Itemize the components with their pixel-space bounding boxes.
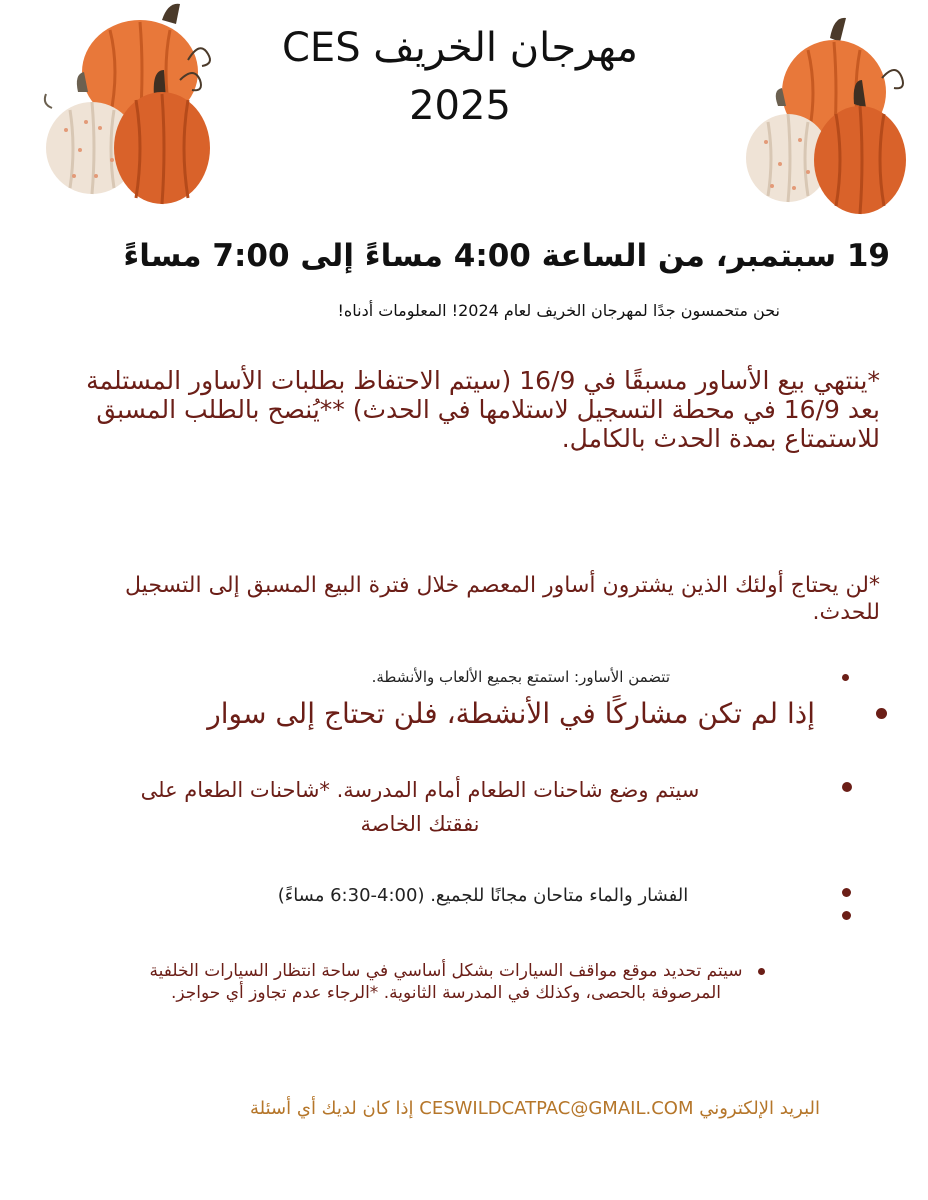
flyer-year: 2025: [409, 83, 511, 129]
bullet-popcorn-water: الفشار والماء متاحان مجانًا للجميع. (4:00-6:30 مساءً): [277, 885, 689, 906]
bullet-parking: سيتم تحديد موقع مواقف السيارات بشكل أساسي في ساحة انتظار السيارات الخلفية المرصوفة بالحصى، وكذلك في المدرسة الثانوية. *الرجاء عدم تجاوز أي حواجز.: [149, 961, 743, 1003]
event-date-time: 19 سبتمبر، من الساعة 4:00 مساءً إلى 7:00 مساءً: [123, 238, 890, 274]
presale-note: *ينتهي بيع الأساور مسبقًا في 16/9 (سيتم الاحتفاظ بطلبات الأساور المستلمة بعد 16/9 في محطة التسجيل لاستلامها في الحدث) **يُنصح بالطلب المسبق للاستمتاع بمدة الحدث بالكامل.: [86, 366, 880, 453]
bullet-dot: [842, 888, 851, 897]
bullet-dot: [842, 911, 851, 920]
bullet-dot: [842, 782, 852, 792]
bullet-food-trucks: سيتم وضع شاحنات الطعام أمام المدرسة. *شاحنات الطعام على نفقتك الخاصة: [140, 778, 700, 836]
bullet-dot: [758, 968, 765, 975]
pumpkin-cluster-right-icon: [742, 8, 922, 218]
bullet-wristband-includes: تتضمن الأساور: استمتع بجميع الألعاب والأنشطة.: [371, 668, 670, 686]
bullet-no-wristband-needed: إذا لم تكن مشاركًا في الأنشطة، فلن تحتاج إلى سوار: [207, 697, 815, 730]
wristband-registration-note: *لن يحتاج أولئك الذين يشترون أساور المعصم خلال فترة البيع المسبق إلى التسجيل للحدث.: [125, 573, 880, 625]
bullet-dot: [842, 674, 849, 681]
bullet-dot: [876, 708, 887, 719]
flyer-title: مهرجان الخريف CES: [282, 25, 638, 71]
intro-text: نحن متحمسون جدًا لمهرجان الخريف لعام 2024! المعلومات أدناه!: [337, 301, 780, 320]
contact-email-text: البريد الإلكتروني CESWILDCATPAC@GMAIL.COM إذا كان لديك أي أسئلة: [250, 1098, 820, 1119]
